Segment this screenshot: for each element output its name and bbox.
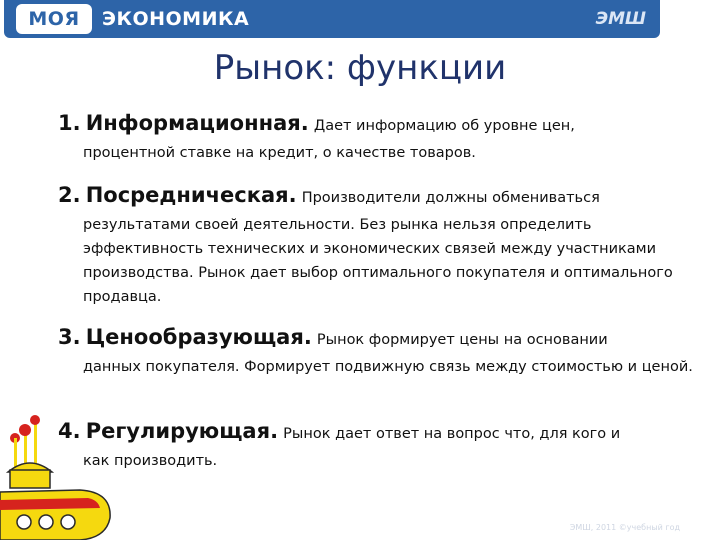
item-lead-text: Производители должны обмениваться <box>301 190 600 206</box>
function-item-1 <box>58 108 698 165</box>
brand-name: ЭКОНОМИКА <box>102 8 250 30</box>
item-name: Информационная. <box>85 111 309 135</box>
item-description: результатами своей деятельности. Без рынка нельзя определить эффективность технических и экономических связей между участниками производства. Рынок дает выбор оптимального покупателя и оптимального продавца. <box>83 217 673 305</box>
item-name: Посредническая. <box>85 183 297 207</box>
item-name: Ценообразующая. <box>85 325 312 349</box>
brand-logo-box <box>16 4 92 34</box>
footer-copyright: ЭМШ, 2011 ©учебный год <box>569 523 680 532</box>
item-description: как производить. <box>83 453 218 469</box>
brand-abbreviation: ЭМШ <box>595 9 646 29</box>
function-item-2 <box>58 180 698 309</box>
item-lead-text: Рынок формирует цены на основании <box>316 332 608 348</box>
item-description: процентной ставке на кредит, о качестве товаров. <box>83 145 476 161</box>
item-number: 2. <box>58 183 81 207</box>
item-number: 4. <box>58 419 81 443</box>
yellow-submarine-icon <box>0 400 120 540</box>
function-item-4 <box>58 416 698 473</box>
brand-logo-text: МОЯ <box>28 8 80 30</box>
item-lead-text: Рынок дает ответ на вопрос что, для кого и <box>283 426 621 442</box>
slide-title: Рынок: функции <box>213 48 507 88</box>
item-name: Регулирующая. <box>85 419 279 443</box>
item-number: 1. <box>58 111 81 135</box>
function-item-3 <box>58 322 698 379</box>
item-description: данных покупателя. Формирует подвижную связь между стоимостью и ценой. <box>83 359 693 375</box>
item-lead-text: Дает информацию об уровне цен, <box>313 118 575 134</box>
item-number: 3. <box>58 325 81 349</box>
header-bar <box>4 0 660 38</box>
